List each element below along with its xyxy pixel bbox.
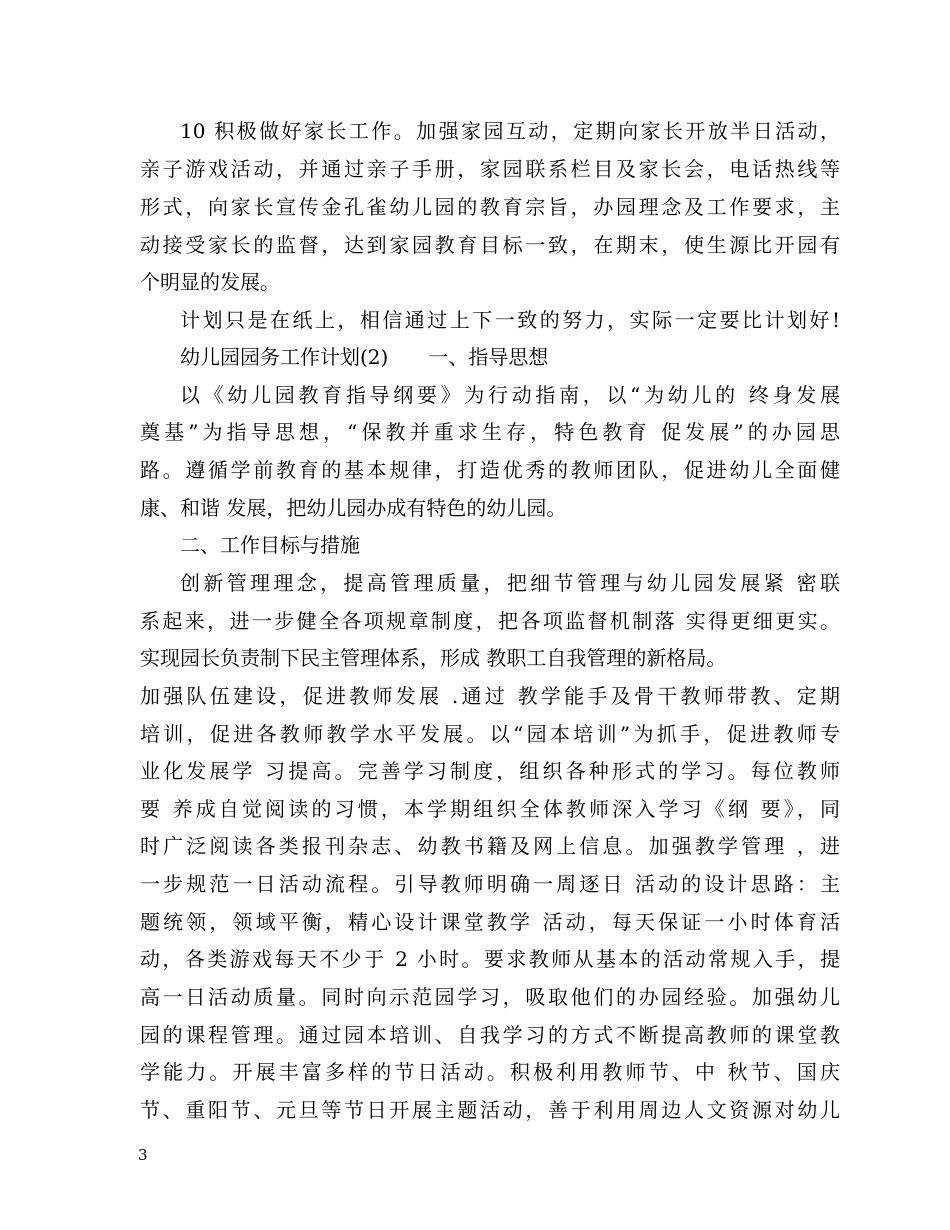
text-line: 计划只是在纸上，相信通过上下一致的努力，实际一定要比计划好!: [180, 308, 840, 332]
text-line: 高一日活动质量。同时向示范园学习，吸取他们的办园经验。加强幼儿: [140, 985, 840, 1009]
text-line: 康、和谐 发展，把幼儿园办成有特色的幼儿园。: [140, 496, 567, 520]
text-line: 亲子游戏活动，并通过亲子手册，家园联系栏目及家长会，电话热线等: [140, 157, 840, 181]
text-line: 培训，促进各教师教学水平发展。以“园本培训”为抓手，促进教师专: [140, 722, 840, 746]
text-line: 一步规范一日活动流程。引导教师明确一周逐日 活动的设计思路：主: [140, 872, 840, 896]
page-number: 3: [138, 1146, 148, 1164]
text-line: 学能力。开展丰富多样的节日活动。积极利用教师节、中 秋节、国庆: [140, 1060, 840, 1084]
text-line: 10 积极做好家长工作。加强家园互动，定期向家长开放半日活动，: [180, 119, 840, 143]
text-line: 要 养成自觉阅读的习惯，本学期组织全体教师深入学习《纲 要》，同: [140, 797, 840, 821]
text-line: 动，各类游戏每天不少于 2 小时。要求教师从基本的活动常规入手，提: [140, 947, 840, 971]
text-line: 题统领，领域平衡，精心设计课堂教学 活动，每天保证一小时体育活: [140, 910, 840, 934]
text-line: 加强队伍建设，促进教师发展 .通过 教学能手及骨干教师带教、定期: [140, 684, 840, 708]
text-line: 动接受家长的监督，达到家园教育目标一致，在期末，使生源比开园有: [140, 233, 840, 257]
text-line: 时广泛阅读各类报刊杂志、幼教书籍及网上信息。加强教学管理 ，进: [140, 834, 840, 858]
text-line: 实现园长负责制下民主管理体系，形成 教职工自我管理的新格局。: [140, 646, 727, 670]
text-line: 形式，向家长宣传金孔雀幼儿园的教育宗旨，办园理念及工作要求，主: [140, 195, 840, 219]
text-line: 节、重阳节、元旦等节日开展主题活动，善于利用周边人文资源对幼儿: [140, 1098, 840, 1122]
text-line: 奠基”为指导思想，“保教并重求生存，特色教育 促发展”的办园思: [140, 420, 840, 444]
text-line: 个明显的发展。: [140, 270, 280, 294]
text-line: 系起来，进一步健全各项规章制度，把各项监督机制落 实得更细更实。: [140, 609, 840, 633]
section-heading: 二、工作目标与措施: [180, 533, 360, 557]
text-line: 以《幼儿园教育指导纲要》为行动指南，以“为幼儿的 终身发展: [180, 383, 840, 407]
text-line: 业化发展学 习提高。完善学习制度，组织各种形式的学习。每位教师: [140, 759, 840, 783]
text-line: 创新管理理念，提高管理质量，把细节管理与幼儿园发展紧 密联: [180, 571, 840, 595]
text-line: 路。遵循学前教育的基本规律，打造优秀的教师团队，促进幼儿全面健: [140, 458, 840, 482]
section-heading: 幼儿园园务工作计划(2) 一、指导思想: [180, 345, 549, 369]
text-line: 园的课程管理。通过园本培训、自我学习的方式不断提高教师的课堂教: [140, 1023, 840, 1047]
